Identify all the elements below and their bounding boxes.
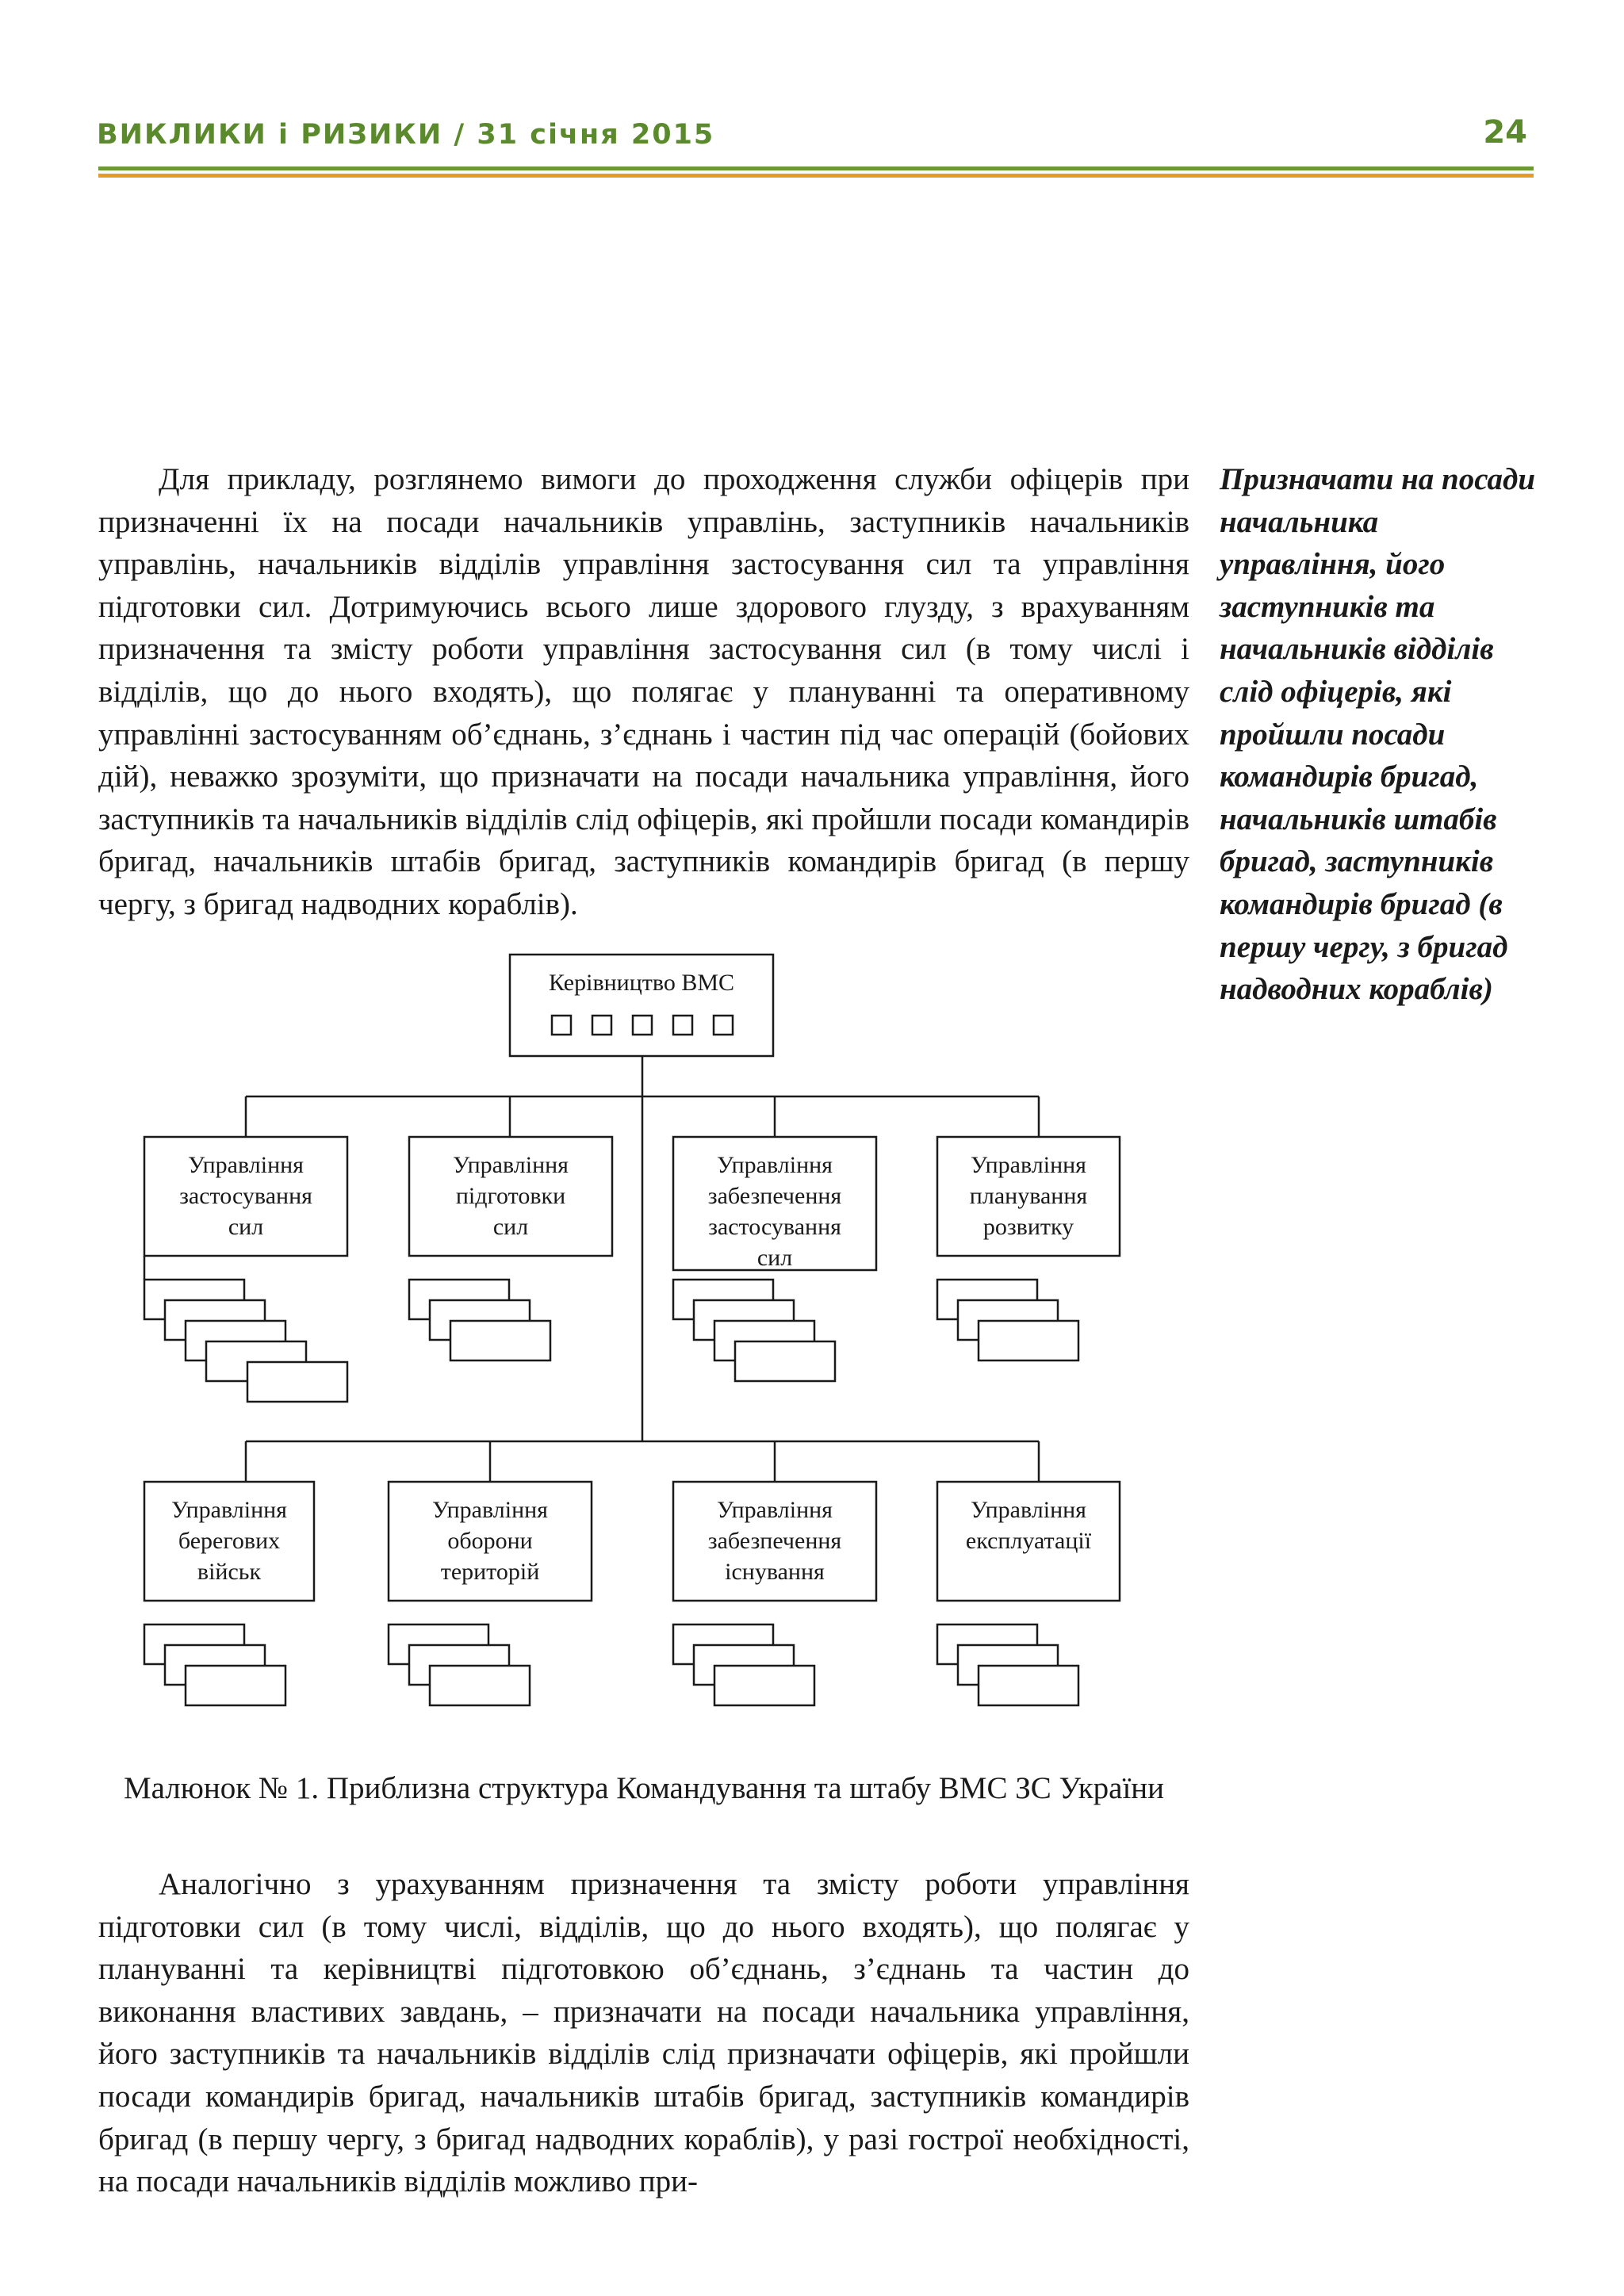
org-box-label: забезпечення [707,1183,842,1209]
org-box-label: Управління [432,1497,548,1523]
body-paragraph-1: Для прикладу, розглянемо вимоги до проходження служби офіцерів при призначенні їх на посади начальників управлінь, заступників начальників управлінь, начальників відділів управління застосування сил та управління підготовки сил. Дотримуючись всього лише здорового глузду, з врахуванням призначення та змісту роботи управління застосування сил (в тому числі і відділів, що до нього входять), що полягає у плануванні та оперативному управлінні застосуванням об’єднань, з’єднань і частин під час операцій (бойових дій), неважко зрозуміти, що призначати на посади начальника управління, його заступників та начальників відділів слід офіцерів, які пройшли посади командирів бригад, начальників штабів бригад, заступників командирів бригад (в першу чергу, з бригад надводних кораблів). [98,462,1189,921]
org-box-label: Управління [453,1152,569,1178]
org-box-label: розвитку [982,1214,1074,1240]
org-subunits-development-planning [937,1280,1078,1360]
org-subunits-force-training [409,1280,550,1360]
org-subunits-force-employment [144,1256,347,1402]
org-box-label: застосування [179,1183,312,1209]
org-box-label: територій [440,1559,540,1585]
org-box-label: підготовки [455,1183,566,1209]
org-box-label: військ [197,1559,262,1585]
org-box-label: Управління [717,1152,833,1178]
org-box-label: існування [725,1559,825,1585]
org-box-label: сил [228,1214,264,1240]
org-subunits-coastal-troops [144,1624,285,1705]
org-box-label: сил [492,1214,529,1240]
org-subunits-sustainment [673,1624,814,1705]
header-title: ВИКЛИКИ і РИЗИКИ / 31 січня 2015 [97,119,715,151]
body-paragraph-2: Аналогічно з урахуванням призначення та змісту роботи управління підготовки сил (в тому числі, відділів, що до нього входять), що полягає у плануванні та керівництві підготовкою об’єднань, з’єднань та частин до виконання властивих завдань, – призначати на посади начальника управління, його заступників та начальників відділів слід призначати офіцерів, які пройшли посади командирів бригад, начальників штабів бригад, заступників командирів бригад (в першу чергу, з бригад надводних кораблів), у разі гострої необхідності, на посади начальників відділів можливо при- [98,1867,1189,2199]
margin-note: Призначати на посади начальника управління, його заступників та начальників відділів слід офіцерів, які пройшли посади командирів бригад, начальників штабів бригад, заступників командирів бригад (в першу чергу, з бригад надводних кораблів) [1220,462,1536,1007]
org-root-label: Керівництво ВМС [548,970,735,996]
org-subunits-employment-support [673,1280,835,1381]
figure-caption: Малюнок № 1. Приблизна структура Командування та штабу ВМС ЗС України [123,1771,1165,1805]
org-box-label: планування [969,1183,1088,1209]
org-box-label: сил [756,1245,793,1271]
org-box-label: берегових [178,1528,281,1554]
org-box-label: застосування [708,1214,841,1240]
org-box-label: Управління [188,1152,304,1178]
org-box-label: оборони [447,1528,533,1554]
page-number: 24 [1483,114,1527,151]
org-subunits-territorial-defense [389,1624,530,1705]
org-box-label: Управління [971,1497,1086,1523]
org-box-label: забезпечення [707,1528,842,1554]
org-box-label: Управління [971,1152,1086,1178]
org-box-label: експлуатації [965,1528,1092,1554]
org-box-label: Управління [717,1497,833,1523]
org-box-label: Управління [171,1497,287,1523]
org-subunits-maintenance [937,1624,1078,1705]
